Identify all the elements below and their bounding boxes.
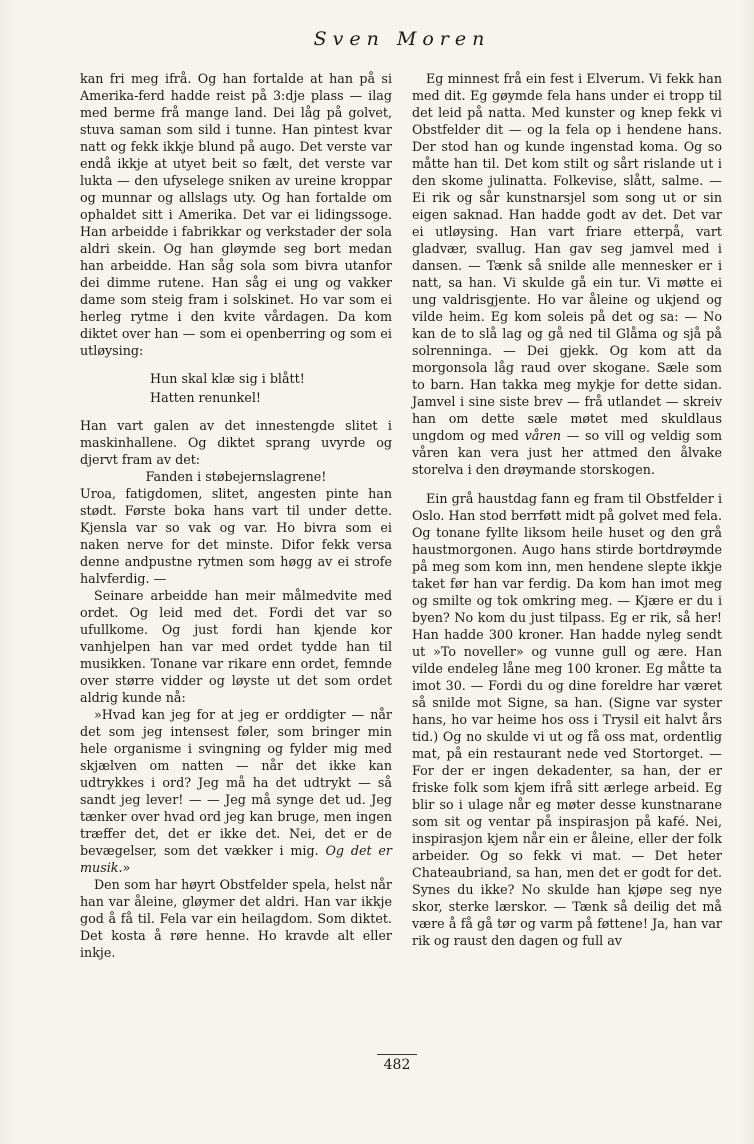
quote-close: » bbox=[122, 860, 131, 875]
paragraph: Ein grå haustdag fann eg fram til Obstfelder i Oslo. Han stod berrføtt midt på golvet med fela. Og tonane fyllte liksom heile huset og den grå haustmorgonen. Augo hans stirde bortdrøymde på meg som kom inn, men hendene slepte ikkje taket før han var ferdig. Da kom han imot meg og smilte og tok omkring meg. — Kjære er du i byen? No kom du just tilpass. Eg er rik, så her! Han hadde 300 kroner. Han hadde nyleg sendt ut »To noveller» og vunne gull og ære. Han vilde endeleg låne meg 100 kroner. Eg måtte ta imot 30. — Fordi du og dine foreldre har været så snilde mot Signe, sa han. (Signe var syster hans, ho var heime hos oss i Trysil eit halvt års tid.) Og no skulde vi ut og få oss mat, ordentlig mat, på ein restaurant nede ved Stortorget. — For der er ingen dekadenter, sa han, der er friske folk som kjem ifrå sitt ærlege arbeid. Eg blir so i ulage når eg møter desse kunstnarane som sit og ventar på inspirasjon på kafé. Nei, inspirasjon kjem når ein er åleine, eller der folk arbeider. Og so fekk vi mat. — Det heter Chateaubriand, sa han, men det er godt for det. Synes du ikke? No skulde han kjøpe seg nye skor, sterke lærskor. — Tænk så deilig det må være å få gå tør og varm på føttene! Ja, han var rik og raust den dagen og full av bbox=[412, 491, 722, 948]
paragraph: Seinare arbeidde han meir målmedvite med ordet. Og leid med det. Fordi det var so ufullkome. Og just fordi han kjende kor vanhjelpen han var med ordet tydde han til musikken. Tonane var rikare enn ordet, femnde over større vidder og løyste ut det som ordet aldrig kunde nå: bbox=[80, 588, 392, 705]
paragraph-gap bbox=[412, 478, 722, 490]
quoted-paragraph bbox=[80, 706, 392, 876]
paragraph: Uroa, fatigdomen, slitet, angesten pinte han stødt. Første boka hans vart til under dette. Kjensla var so vak og var. Ho bivra som ei naken nerve for det minste. Difor fekk versa denne andpustne rytmen som høgg av ei strofe halvferdig. — bbox=[80, 486, 392, 586]
quote-emphasis: Og det er musik. bbox=[80, 843, 392, 875]
running-head: Sven Moren bbox=[313, 28, 491, 50]
paragraph: kan fri meg ifrå. Og han fortalde at han på si Amerika-ferd hadde reist på 3:dje plass — ilag med berme frå mange land. Dei låg på golvet, stuva saman som sild i tunne. Han pintest kvar natt og fekk ikkje blund på augo. Det verste var endå ikkje at utyet beit so fælt, det verste var lukta — den ufyselege sniken av ureine kroppar og munnar og allslags uty. Og han fortalde om ophaldet sitt i Amerika. Det var ei lidingssoge. Han arbeidde i fabrikkar og verkstader der sola aldri skein. Og han gløymde seg bort medan han arbeidde. Han såg sola som bivra utanfor dei dimme rutene. Han såg ei ung og vakker dame som steig fram i solskinet. Ho var som ei herleg rytme i den kvite vårdagen. Da kom diktet over han — som ei openberring og som ei utløysing: bbox=[80, 71, 392, 358]
left-column bbox=[80, 70, 392, 961]
quoted-line: Fanden i støbejernslagrene! bbox=[145, 469, 327, 484]
paragraph: Han vart galen av det innestengde slitet i maskinhallene. Og diktet sprang uvyrde og djervt fram av det: bbox=[80, 418, 392, 467]
quote-text: »Hvad kan jeg for at jeg er orddigter — når det som jeg intensest føler, som bringer min hele organisme i svingning og fylder mig med skjælven om natten — når det ikke kan udtrykkes i ord? Jeg må ha det udtrykt — så sandt jeg lever! — — Jeg må synge det ud. Jeg tænker over hvad ord jeg kan bruge, men ingen træffer det, det er ikke det. Nei, det er de bevægelser, som det vækker i mig. bbox=[80, 707, 392, 858]
page-number: 482 bbox=[377, 1054, 417, 1073]
paragraph bbox=[412, 70, 722, 478]
verse-line: Hatten renunkel! bbox=[150, 390, 261, 405]
paragraph-text: — so vill og veldig som våren kan vera just her attmed den ålvake storelva i den drøymande storskogen. bbox=[412, 428, 722, 477]
right-column bbox=[412, 70, 722, 949]
verse-line: Hun skal klæ sig i blått! bbox=[150, 371, 305, 386]
emphasis-text: våren bbox=[524, 428, 562, 443]
paragraph-text: Eg minnest frå ein fest i Elverum. Vi fekk han med dit. Eg gøymde fela hans under ei tropp til det leid på natta. Med kunster og knep fekk vi Obstfelder dit — og la fela op i hendene hans. Der stod han og kunde ingenstad koma. Og so måtte han til. Det kom stilt og sårt rislande ut i den skome julinatta. Folkevise, slått, salme. — Ei rik og sår kunstnarsjel som song ut or sin eigen saknad. Han hadde godt av det. Det var ei utløysing. Han vart friare etterpå, vart gladvær, svallug. Han gav seg jamvel med i dansen. — Tænk så snilde alle mennesker er i natt, sa han. Vi skulde gå ein tur. Vi møtte ei ung valdrisgjente. Ho var åleine og ukjend og vilde heim. Eg kom soleis på det og sa: — No kan de to slå lag og gå ned til Glåma og sjå på solrenninga. — Dei gjekk. Og kom att da morgonsola låg raud over skogane. Sæle som to barn. Han takka meg mykje for dette sidan. Jamvel i sine siste brev — frå utlandet — skreiv han om dette sæle møtet med skuldlaus ungdom og med bbox=[412, 71, 722, 443]
paragraph: Den som har høyrt Obstfelder spela, helst når han var åleine, gløymer det aldri. Han var ikkje god å få til. Fela var ein heilagdom. Som diktet. Det kosta å røre henne. Ho kravde alt eller inkje. bbox=[80, 877, 392, 960]
verse-block bbox=[150, 369, 392, 407]
